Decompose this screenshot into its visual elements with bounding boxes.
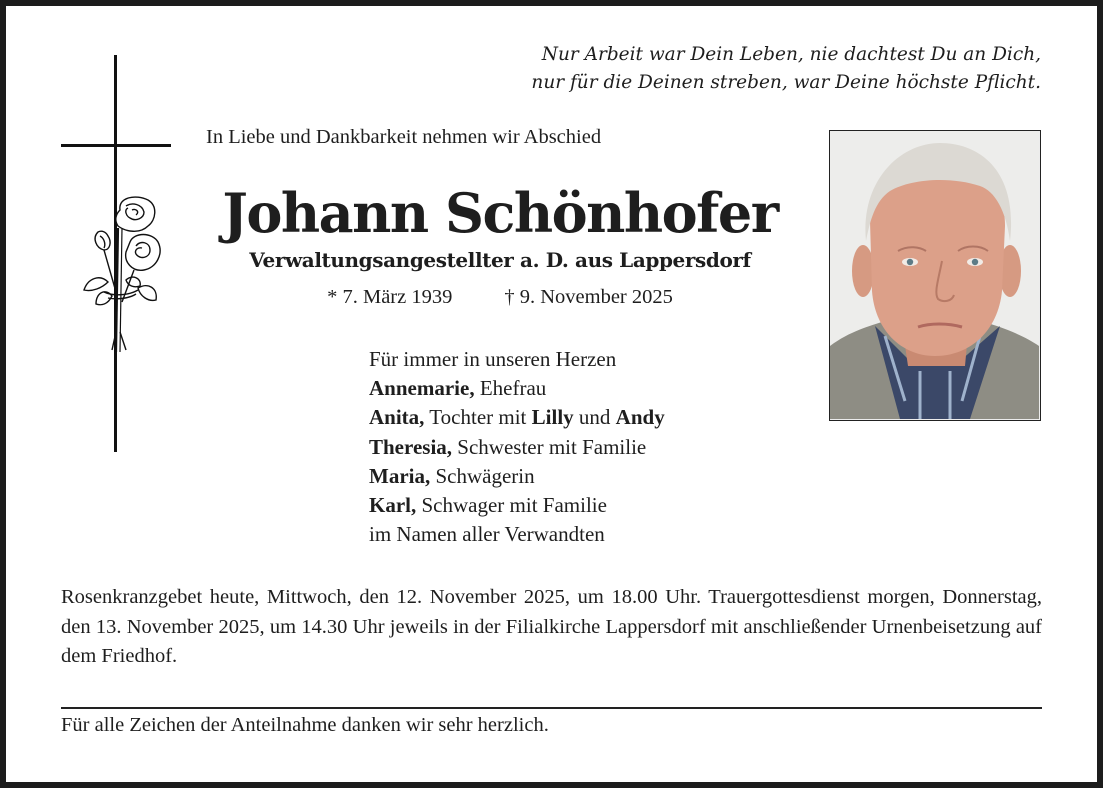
mourner-relation: Schwester mit Familie [452,434,647,459]
mourner-line [369,433,665,462]
death-date: † 9. November 2025 [504,286,673,308]
portrait-photo [829,130,1041,421]
deceased-occupation: Verwaltungsangestellter a. D. aus Lappersdorf [249,248,751,272]
mourner-relation: Ehefrau [474,376,547,401]
mourner-name: Annemarie, [369,376,475,401]
mourner-relation: Schwager mit Familie [416,493,607,518]
mourners-closing: im Namen aller Verwandten [369,522,605,547]
motto-verse [531,41,1041,97]
mourner-relation: Schwägerin [430,463,535,488]
birth-date: * 7. März 1939 [327,286,453,308]
mourner-name: Theresia, [369,434,453,459]
roses-icon [78,192,163,362]
life-dates [210,286,790,309]
deceased-name: Johann Schönhofer [222,181,778,245]
mourner-line [369,403,665,432]
mourner-relation: Tochter mit [424,405,532,430]
mourners-list [369,345,665,549]
farewell-intro: In Liebe und Dankbarkeit nehmen wir Abschied [206,126,602,148]
portrait-image [830,131,1039,419]
mourners-heading: Für immer in unseren Herzen [369,347,617,371]
mourner-line [369,374,665,403]
cross-horizontal-bar [61,144,171,147]
divider [61,707,1042,709]
mourner-name: Andy [615,405,665,430]
motto-line-2: nur für die Deinen streben, war Deine höchste Pflicht. [531,72,1041,93]
thanks-note: Für alle Zeichen der Anteilnahme danken wir sehr herzlich. [61,714,549,736]
mourner-line [369,462,665,491]
mourner-line [369,491,665,520]
motto-line-1: Nur Arbeit war Dein Leben, nie dachtest Du an Dich, [541,44,1041,65]
mourner-name: Karl, [369,493,417,518]
service-announcement: Rosenkranzgebet heute, Mittwoch, den 12. November 2025, um 18.00 Uhr. Trauergottesdienst morgen, Donnerstag, den 13. November 2025, um 14.30 Uhr jeweils in der Filialkirche Lappersdorf mit anschließender Urnenbeisetzung auf dem Friedhof. [61,586,1042,667]
mourner-name: Anita, [369,405,425,430]
mourner-relation: und [573,405,616,430]
mourner-name: Maria, [369,463,431,488]
mourner-name: Lilly [531,405,574,430]
